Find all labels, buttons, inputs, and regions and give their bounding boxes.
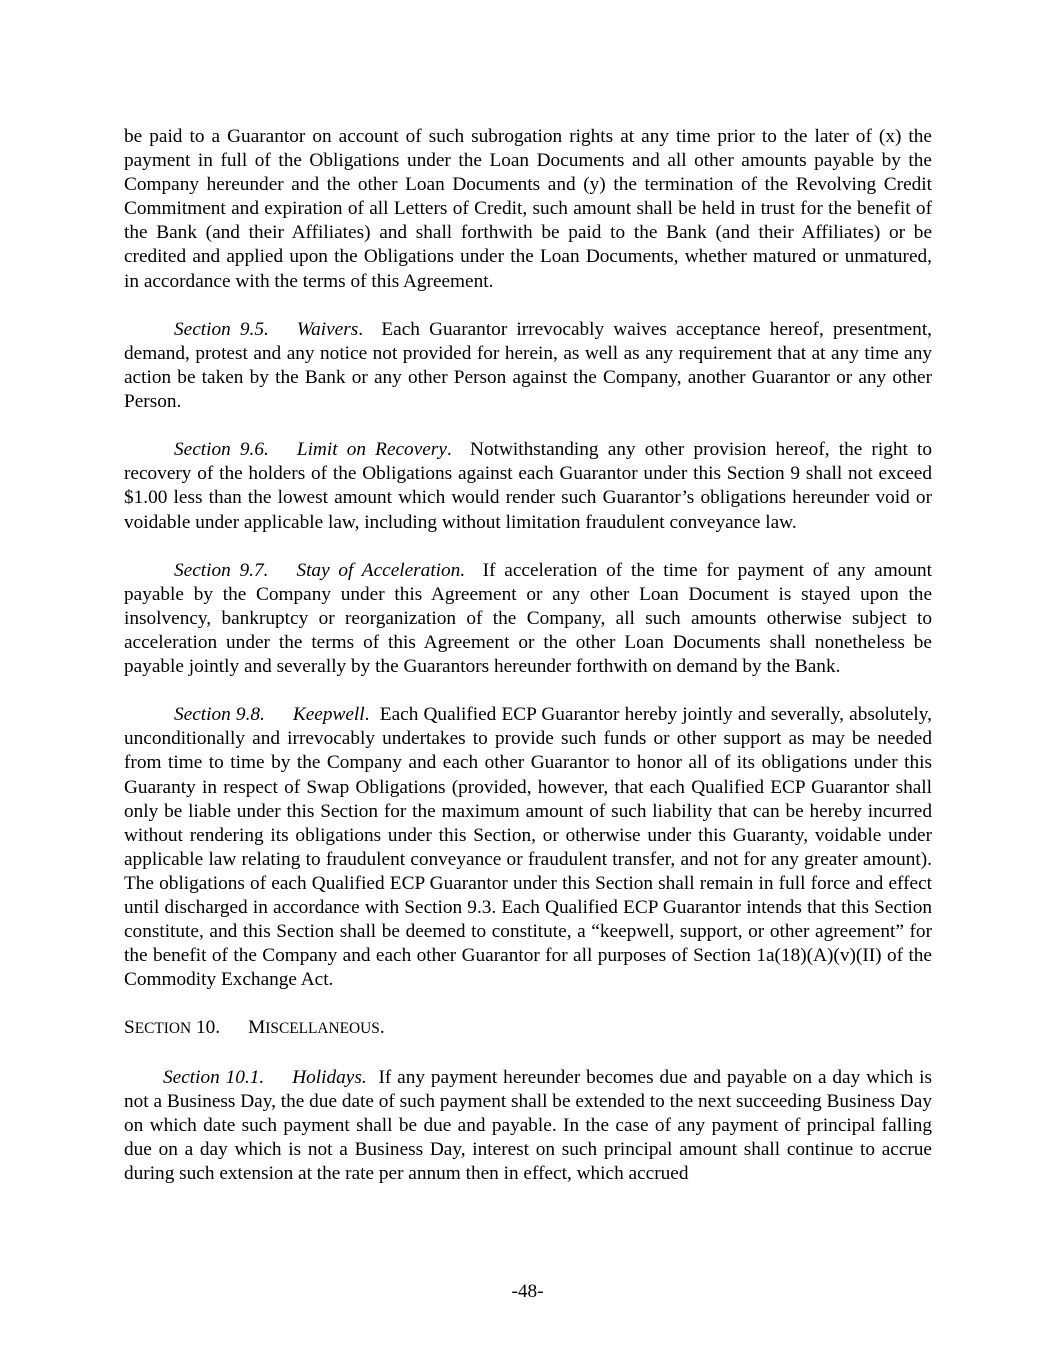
section-title: Keepwell bbox=[292, 704, 365, 726]
article-number-initial: S bbox=[124, 1017, 135, 1039]
section-title: Waivers bbox=[296, 318, 359, 340]
article-heading-section-10 bbox=[124, 1016, 932, 1041]
section-number: Section 9.7. bbox=[174, 559, 269, 581]
section-9-7 bbox=[124, 559, 932, 679]
article-title-end: . bbox=[379, 1017, 385, 1039]
section-body: If acceleration of the time for payment of any amount payable by the Company under this Agreement or any other Loan Document is stayed upon the insolvency, bankruptcy or reorganization of the Company, all such amounts otherwise subject to acceleration under the terms of this Agreement or the other Loan Documents shall nonetheless be payable jointly and severally by the Guarantors hereunder forthwith on demand by the Bank. bbox=[124, 559, 933, 678]
article-number-digits: 10. bbox=[196, 1017, 221, 1039]
section-number: Section 9.8. bbox=[174, 704, 265, 726]
section-body: Each Guarantor irrevocably waives acceptance hereof, presentment, demand, protest and any notice not provided for herein, as well as any requirement that at any time any action be taken by the Bank or any other Person against the Company, another Guarantor or any other Person. bbox=[124, 318, 932, 413]
section-title: Limit on Recovery bbox=[296, 439, 447, 461]
section-number: Section 9.6. bbox=[174, 439, 269, 461]
article-title-rest: ISCELLANEOUS bbox=[265, 1020, 380, 1038]
section-title-punct: . bbox=[364, 704, 370, 726]
section-title: Stay of Acceleration. bbox=[296, 559, 466, 581]
section-body: Each Qualified ECP Guarantor hereby jointly and severally, absolutely, unconditionally and irrevocably undertakes to provide such funds or other support as may be needed from time to time by the Company and each other Guarantor to honor all of its obligations under this Guaranty in respect of Swap Obligations (provided, however, that each Qualified ECP Guarantor shall only be liable under this Section for the maximum amount of such liability that can be hereby incurred without rendering its obligations under this Section, or otherwise under this Guaranty, voidable under applicable law relating to fraudulent conveyance or fraudulent transfer, and not for any greater amount). The obligations of each Qualified ECP Guarantor under this Section shall remain in full force and effect until discharged in accordance with Section 9.3. Each Qualified ECP Guarantor intends that this Section constitute, and this Section shall be deemed to constitute, a “keepwell, support, or other agreement” for the benefit of the Company and each other Guarantor for all purposes of Section 1a(18)(A)(v)(II) of the Commodity Exchange Act. bbox=[124, 704, 932, 991]
section-9-6 bbox=[124, 438, 932, 534]
paragraph-subrogation-continued: be paid to a Guarantor on account of such subrogation rights at any time prior to the later of (x) the payment in full of the Obligations under the Loan Documents and all other amounts payable by the Company hereunder and the other Loan Documents and (y) the termination of the Revolving Credit Commitment and expiration of all Letters of Credit, such amount shall be held in trust for the benefit of the Bank (and their Affiliates) and shall forthwith be paid to the Bank (and their Affiliates) or be credited and applied upon the Obligations under the Loan Documents, whether matured or unmatured, in accordance with the terms of this Agreement. bbox=[124, 126, 932, 292]
section-number: Section 9.5. bbox=[174, 318, 269, 340]
section-9-8 bbox=[124, 703, 932, 992]
section-title-punct: . bbox=[446, 439, 452, 461]
section-9-5 bbox=[124, 318, 932, 414]
section-10-1 bbox=[124, 1066, 932, 1186]
section-title-punct: . bbox=[358, 318, 364, 340]
section-body: Notwithstanding any other provision hereof, the right to recovery of the holders of the Obligations against each Guarantor under this Section 9 shall not exceed $1.00 less than the lowest amount which would render such Guarantor’s obligations hereunder void or voidable under applicable law, including without limitation fraudulent conveyance law. bbox=[124, 439, 933, 533]
document-page bbox=[124, 125, 932, 1186]
section-number: Section 10.1. bbox=[163, 1066, 265, 1088]
article-number-rest: ECTION bbox=[134, 1020, 192, 1038]
page-number: -48- bbox=[511, 1281, 544, 1302]
article-title-initial: M bbox=[248, 1017, 266, 1039]
section-body: If any payment hereunder becomes due and payable on a day which is not a Business Day, the due date of such payment shall be extended to the next succeeding Business Day on which date such payment shall be due and payable. In the case of any payment of principal falling due on a day which is not a Business Day, interest on such principal amount shall continue to accrue during such extension at the rate per annum then in effect, which accrued bbox=[124, 1066, 932, 1185]
section-title: Holidays. bbox=[292, 1066, 367, 1088]
